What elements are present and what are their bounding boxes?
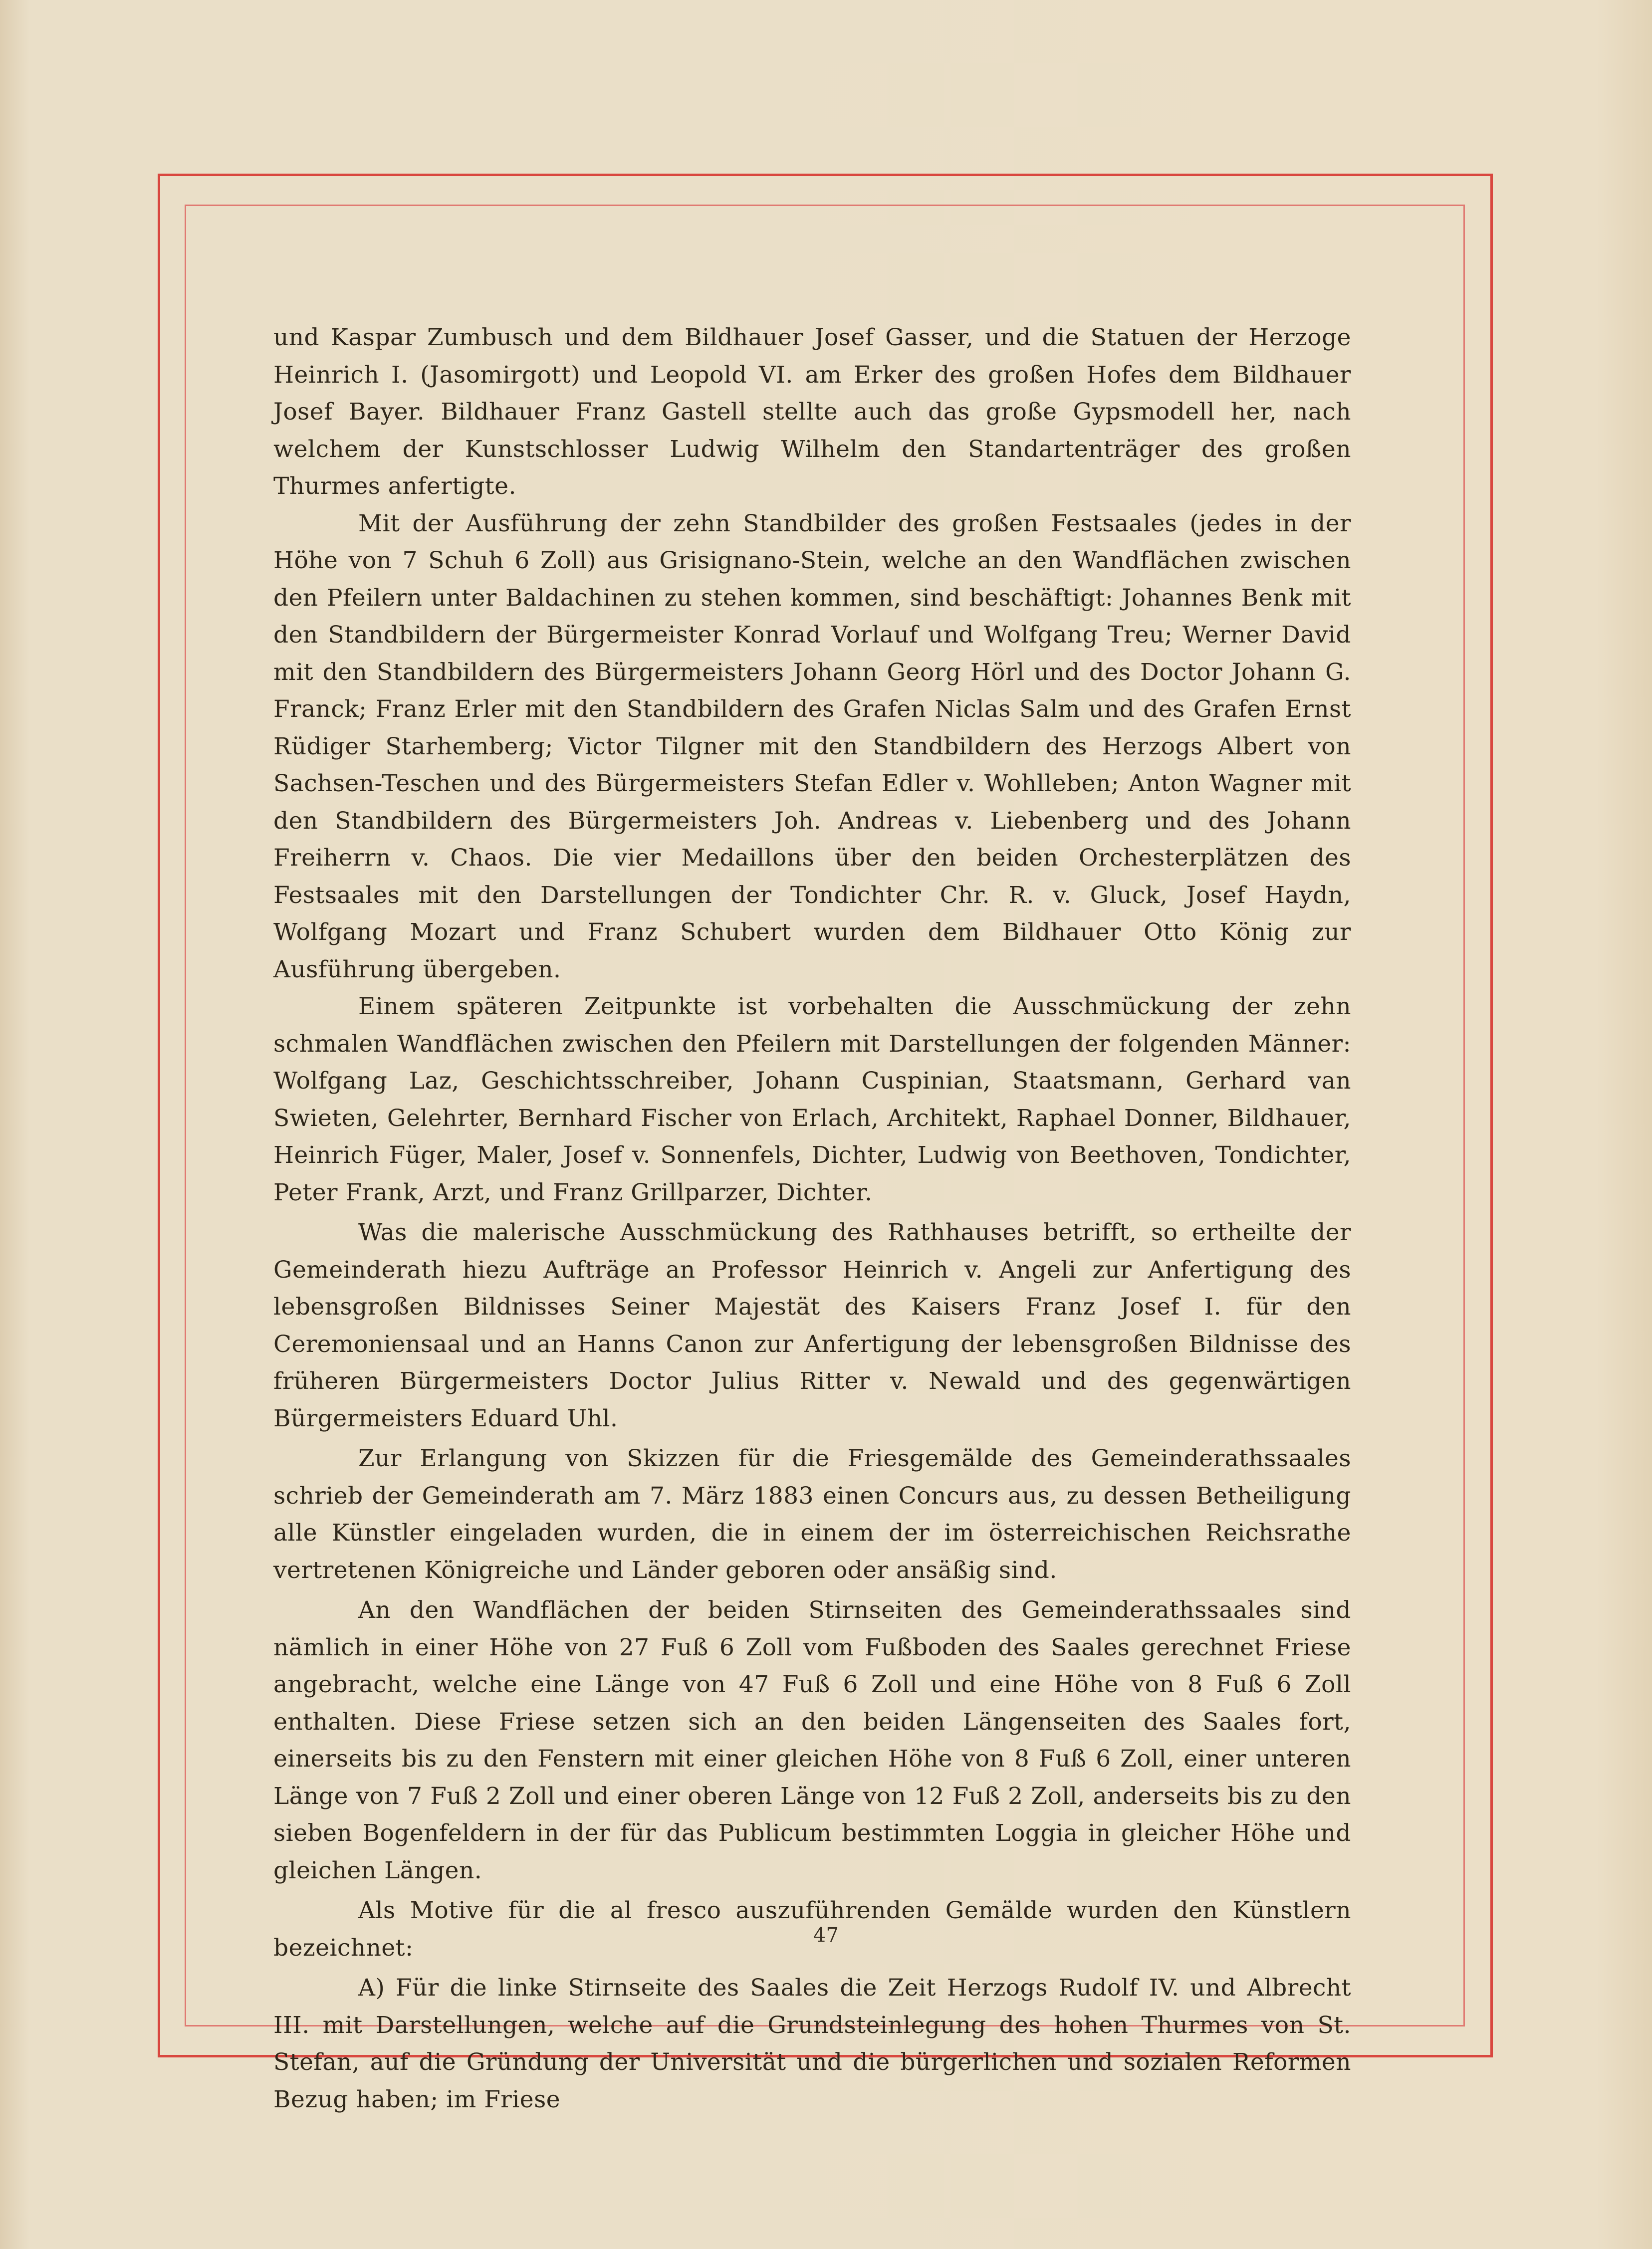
paragraph-7: Als Motive für die al fresco auszuführenden Gemälde wurden den Künstlern bezeichnet: [273,1897,1351,1962]
body-text [273,319,1351,2118]
paragraph-5: Zur Erlangung von Skizzen für die Friesgemälde des Gemeinderathssaales schrieb der Gemeinderath am 7. März 1883 einen Concurs aus, zu dessen Betheiligung alle Künstler eingeladen wurden, die in einem der im österreichischen Reichsrathe vertretenen Königreiche und Länder geboren oder ansäßig sind. [273,1445,1351,1584]
paragraph-3: Einem späteren Zeitpunkte ist vorbehalten die Ausschmückung der zehn schmalen Wandflächen zwischen den Pfeilern mit Darstellungen der folgenden Männer: Wolfgang Laz, Geschichtsschreiber, Johann Cuspinian, Staatsmann, Gerhard van Swieten, Gelehrter, Bernhard Fischer von Erlach, Architekt, Raphael Donner, Bildhauer, Heinrich Füger, Maler, Josef v. Sonnenfels, Dichter, Ludwig von Beethoven, Tondichter, Peter Frank, Arzt, und Franz Grillparzer, Dichter. [273,993,1351,1206]
paragraph-4: Was die malerische Ausschmückung des Rathhauses betrifft, so ertheilte der Gemeinderath hiezu Aufträge an Professor Heinrich v. Angeli zur Anfertigung des lebensgroßen Bildnisses Seiner Majestät des Kaisers Franz Josef I. für den Ceremoniensaal und an Hanns Canon zur Anfertigung der lebensgroßen Bildnisse des früheren Bürgermeisters Doctor Julius Ritter v. Newald und des gegenwärtigen Bürgermeisters Eduard Uhl. [273,1219,1351,1432]
page-number: 47 [813,1924,839,1947]
paragraph-8: A) Für die linke Stirnseite des Saales die Zeit Herzogs Rudolf IV. und Albrecht III. mit Darstellungen, welche auf die Grundsteinlegung des hohen Thurmes von St. Stefan, auf die Gründung der Universität und die bürgerlichen und sozialen Reformen Bezug haben; im Friese [273,1974,1351,2113]
paragraph-6: An den Wandflächen der beiden Stirnseiten des Gemeinderathssaales sind nämlich in einer Höhe von 27 Fuß 6 Zoll vom Fußboden des Saales gerechnet Friese angebracht, welche eine Länge von 47 Fuß 6 Zoll und eine Höhe von 8 Fuß 6 Zoll enthalten. Diese Friese setzen sich an den beiden Längenseiten des Saales fort, einerseits bis zu den Fenstern mit einer gleichen Höhe von 8 Fuß 6 Zoll, einer unteren Länge von 7 Fuß 2 Zoll und einer oberen Länge von 12 Fuß 2 Zoll, anderseits bis zu den sieben Bogenfeldern in der für das Publicum bestimmten Loggia in gleicher Höhe und gleichen Längen. [273,1596,1351,1884]
paragraph-1: und Kaspar Zumbusch und dem Bildhauer Josef Gasser, und die Statuen der Herzoge Heinrich I. (Jasomirgott) und Leopold VI. am Erker des großen Hofes dem Bildhauer Josef Bayer. Bildhauer Franz Gastell stellte auch das große Gypsmodell her, nach welchem der Kunstschlosser Ludwig Wilhelm den Standartenträger des großen Thurmes anfertigte. [273,324,1351,500]
paragraph-2: Mit der Ausführung der zehn Standbilder des großen Festsaales (jedes in der Höhe von 7 Schuh 6 Zoll) aus Grisignano-Stein, welche an den Wandflächen zwischen den Pfeilern unter Baldachinen zu stehen kommen, sind beschäftigt: Johannes Benk mit den Standbildern der Bürgermeister Konrad Vorlauf und Wolfgang Treu; Werner David mit den Standbildern des Bürgermeisters Johann Georg Hörl und des Doctor Johann G. Franck; Franz Erler mit den Standbildern des Grafen Niclas Salm und des Grafen Ernst Rüdiger Starhemberg; Victor Tilgner mit den Standbildern des Herzogs Albert von Sachsen-Teschen und des Bürgermeisters Stefan Edler v. Wohlleben; Anton Wagner mit den Standbildern des Bürgermeisters Joh. Andreas v. Liebenberg und des Johann Freiherrn v. Chaos. Die vier Medaillons über den beiden Orchesterplätzen des Festsaales mit den Darstellungen der Tondichter Chr. R. v. Gluck, Josef Haydn, Wolfgang Mozart und Franz Schubert wurden dem Bildhauer Otto König zur Ausführung übergeben. [273,509,1351,983]
